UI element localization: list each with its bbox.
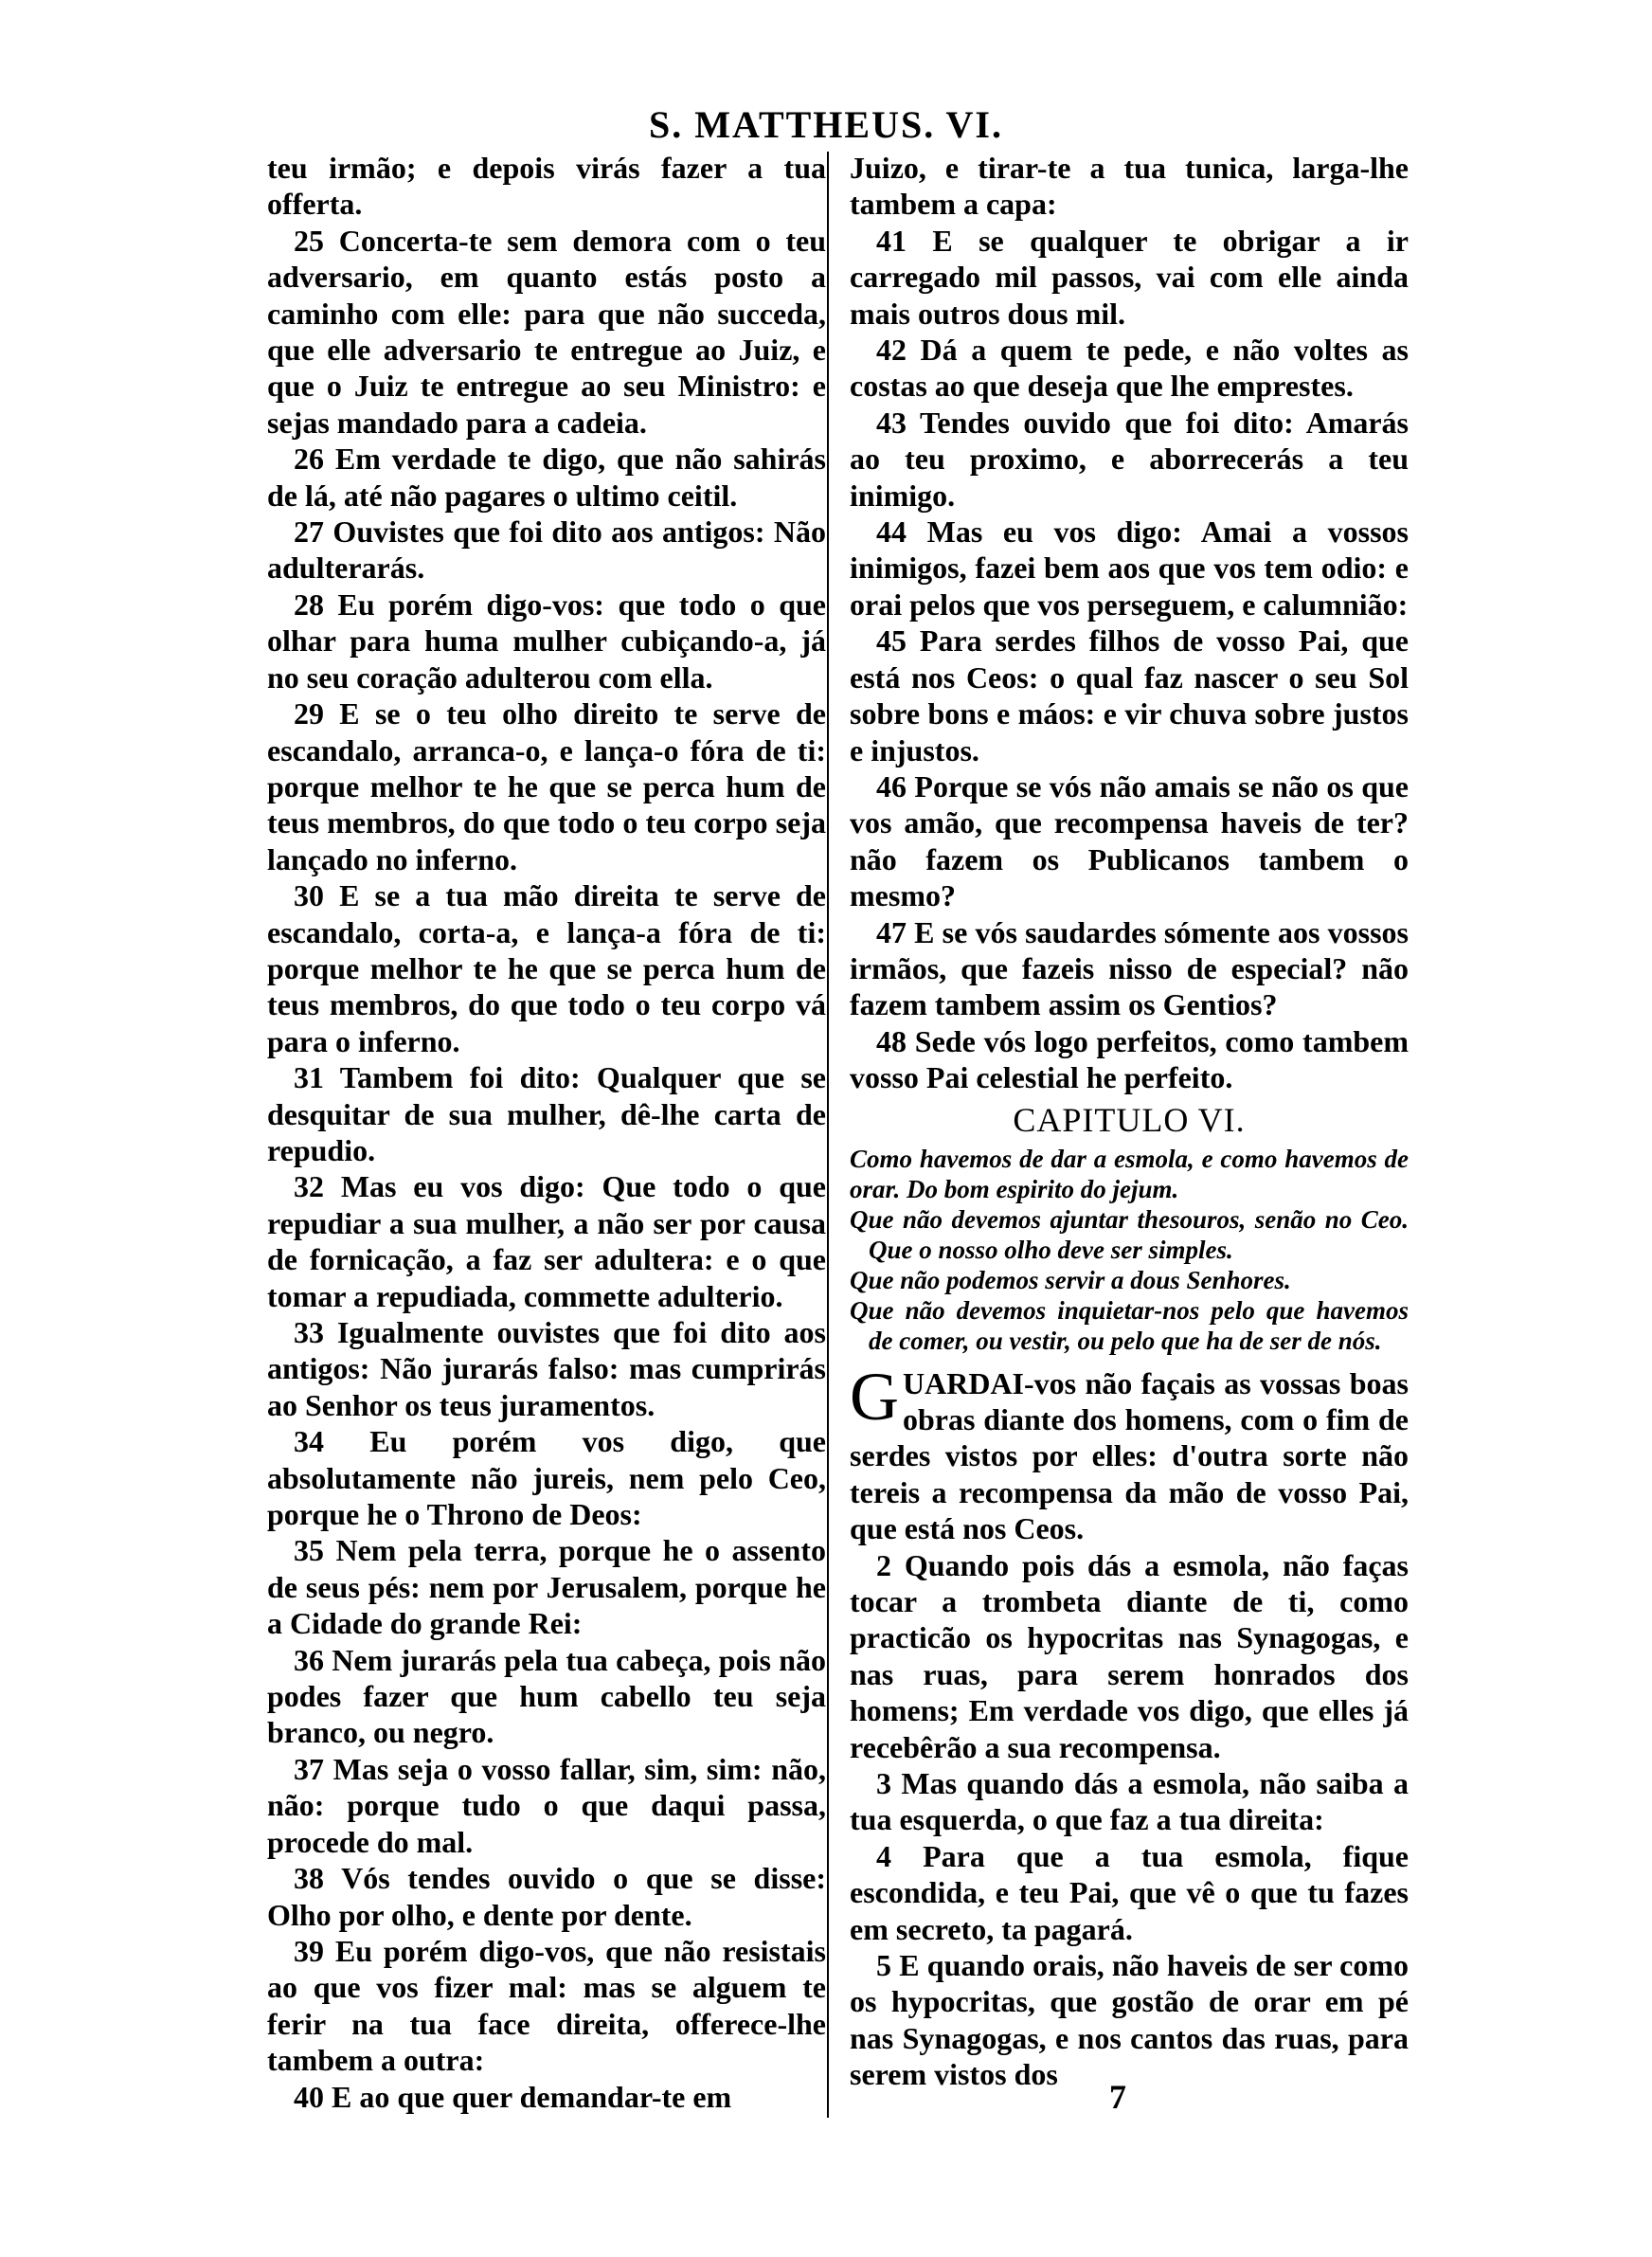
running-header: S. MATTHEUS. VI.: [649, 103, 1003, 146]
verse-number: 48: [876, 1023, 907, 1058]
verse-text: E se o teu olho direito te serve de escandalo, arranca-o, e lança-o fóra de ti: porque melhor te he que se perca hum de teus membros, do que todo o teu corpo seja lançado no inferno.: [267, 696, 826, 876]
verse: [267, 441, 826, 514]
verse-number: 26: [294, 442, 324, 477]
verse: [850, 1765, 1409, 1838]
verse-text: Porque se vós não amais se não os que vos amão, que recompensa haveis de ter? não fazem os Publicanos tambem o mesmo?: [850, 768, 1410, 913]
right-column-verses-bottom: [850, 1547, 1409, 2093]
verse-text: Juizo, e tirar-te a tua tunica, larga-lhe tambem a capa:: [850, 151, 1409, 222]
verse: [850, 514, 1409, 623]
verse: [850, 405, 1409, 514]
summary-line: Que não podemos servir a dous Senhores.: [850, 1265, 1291, 1294]
verse-number: 43: [876, 405, 907, 440]
verse: [267, 1860, 826, 1933]
verse-text: E se qualquer te obrigar a ir carregado mil passos, vai com elle ainda mais outros dous mil.: [850, 223, 1409, 331]
verse-text: Mas seja o vosso fallar, sim, sim: não, não: porque tudo o que daqui passa, procede do mal.: [267, 1751, 827, 1859]
verse: [267, 1168, 826, 1314]
chapter-opening-verse: [850, 1358, 1409, 1547]
verse-number: 39: [294, 1933, 324, 1968]
verse: [267, 877, 826, 1059]
verse-number: 31: [294, 1060, 324, 1095]
verse: [850, 1547, 1409, 1765]
verse-number: 4: [876, 1838, 891, 1873]
verse-text: Dá a quem te pede, e não voltes as costas ao que deseja que lhe emprestes.: [850, 333, 1409, 404]
verse-text: Para serdes filhos de vosso Pai, que está nos Ceos: o qual faz nascer o seu Sol sobre bons e máos: e vir chuva sobre justos e injustos.: [850, 623, 1410, 767]
verse-text: Igualmente ouvistes que foi dito aos antigos: Não jurarás falso: mas cumprirás ao Senhor os teus juramentos.: [267, 1315, 827, 1422]
verse: [267, 1059, 826, 1168]
verse: [850, 1023, 1409, 1096]
verse-number: 41: [876, 223, 907, 258]
verse-number: 5: [876, 1948, 891, 1983]
summary-line: Que não devemos ajuntar thesouros, senão no Ceo. Que o nosso olho deve ser simples.: [850, 1204, 1409, 1264]
verse-number: 29: [294, 696, 324, 731]
verse-number: 46: [876, 768, 907, 803]
verse: [267, 1532, 826, 1641]
verse-text: Concerta-te sem demora com o teu adversario, em quanto estás posto a caminho com elle: para que não succeda, que elle adversario te entregue ao Juiz, e que o Juiz te entregue ao seu Ministro: e sejas mandado para a cadeia.: [267, 223, 827, 440]
verse: [267, 2079, 826, 2115]
verse-number: 37: [294, 1751, 324, 1786]
verse-text: Eu porém vos digo, que absolutamente não jureis, nem pelo Ceo, porque he o Throno de Deos:: [267, 1424, 827, 1532]
verse: [850, 332, 1409, 405]
verse-number: 32: [294, 1169, 324, 1204]
verse-number: 38: [294, 1861, 324, 1896]
summary-line: Que não devemos inquietar-nos pelo que havemos de comer, ou vestir, ou pelo que ha de ser de nós.: [850, 1295, 1409, 1355]
verse-number: 25: [294, 223, 324, 258]
verse-text: E se vós saudardes sómente aos vossos irmãos, que fazeis nisso de especial? não fazem tambem assim os Gentios?: [850, 914, 1410, 1022]
verse: [267, 1751, 826, 1860]
drop-cap: G: [850, 1358, 899, 1435]
verse-text: Eu porém digo-vos: que todo o que olhar para huma mulher cubiçando-a, já no seu coração adulterou com ella.: [267, 587, 826, 695]
verse-number: 27: [294, 515, 324, 550]
verse: [267, 1933, 826, 2079]
verse-text: E se a tua mão direita te serve de escandalo, corta-a, e lança-a fóra de ti: porque melhor te he que se perca hum de teus membros, do que todo o teu corpo vá para o inferno.: [267, 878, 827, 1058]
verse: [850, 1838, 1409, 1947]
chapter-summary: [850, 1144, 1409, 1356]
verse: [267, 587, 826, 695]
verse: [267, 1314, 826, 1423]
verse: [850, 223, 1409, 332]
verse: [267, 223, 826, 441]
opening-text: UARDAI-vos não façais as vossas boas obras diante dos homens, com o fim de serdes vistos por elles: d'outra sorte não tereis a recompensa da mão de vosso Pai, que está nos Ceos.: [850, 1365, 1409, 1546]
verse-text: E ao que quer demandar-te em: [332, 2079, 732, 2114]
verse-text: teu irmão; e depois virás fazer a tua offerta.: [267, 151, 826, 222]
right-column: [850, 150, 1409, 2093]
verse-number: 45: [876, 623, 907, 659]
verse-text: Para que a tua esmola, fique escondida, e teu Pai, que vê o que tu fazes em secreto, ta pagará.: [850, 1838, 1410, 1946]
column-divider: [827, 152, 829, 2118]
verse-text: Tendes ouvido que foi dito: Amarás ao teu proximo, e aborrecerás a teu inimigo.: [850, 405, 1410, 513]
verse-number: 35: [294, 1533, 324, 1568]
page-number: 7: [1109, 2078, 1126, 2116]
verse-text: Nem pela terra, porque he o assento de seus pés: nem por Jerusalem, porque he a Cidade do grande Rei:: [267, 1533, 827, 1641]
left-column: [267, 150, 826, 2115]
right-column-verses-top: [850, 150, 1409, 1096]
verse-text: Quando pois dás a esmola, não faças tocar a trombeta diante de ti, como practicão os hypocritas nas Synagogas, e nas ruas, para serem honrados dos homens; Em verdade vos digo, que elles já recebêrão a sua recompensa.: [850, 1547, 1409, 1764]
verse-text: Mas quando dás a esmola, não saiba a tua esquerda, o que faz a tua direita:: [850, 1766, 1410, 1837]
verse-number: 28: [294, 587, 324, 622]
verse-text: Mas eu vos digo: Que todo o que repudiar a sua mulher, a não ser por causa de fornicação, a faz ser adultera: e o que tomar a repudiada, commette adulterio.: [267, 1169, 827, 1313]
verse-number: 34: [294, 1424, 324, 1459]
verse-number: 40: [294, 2079, 324, 2114]
verse: [850, 150, 1409, 223]
verse-text: Vós tendes ouvido o que se disse: Olho por olho, e dente por dente.: [267, 1861, 827, 1932]
verse-text: Mas eu vos digo: Amai a vossos inimigos, fazei bem aos que vos tem odio: e orai pelos que vos perseguem, e calumnião:: [850, 515, 1410, 622]
verse-text: Eu porém digo-vos, que não resistais ao que vos fizer mal: mas se alguem te ferir na tua face direita, offerece-lhe tambem a outra:: [267, 1933, 827, 2078]
verse-number: 2: [876, 1547, 891, 1582]
verse-text: Sede vós logo perfeitos, como tambem vosso Pai celestial he perfeito.: [850, 1023, 1410, 1095]
verse: [267, 150, 826, 223]
verse: [267, 1423, 826, 1532]
verse-number: 36: [294, 1642, 324, 1677]
verse-number: 33: [294, 1315, 324, 1349]
verse-text: E quando orais, não haveis de ser como os hypocritas, que gostão de orar em pé nas Synagogas, e nos cantos das ruas, para serem vistos dos: [850, 1948, 1410, 2092]
verse-text: Nem jurarás pela tua cabeça, pois não podes fazer que hum cabello teu seja branco, ou negro.: [267, 1642, 827, 1750]
verse: [850, 623, 1409, 768]
verse-number: 3: [876, 1766, 891, 1801]
verse-number: 47: [876, 914, 907, 949]
verse-number: 42: [876, 333, 907, 368]
verse-text: Ouvistes que foi dito aos antigos: Não adulterarás.: [267, 515, 826, 586]
summary-line: Como havemos de dar a esmola, e como havemos de orar. Do bom espirito do jejum.: [850, 1144, 1409, 1203]
verse-number: 30: [294, 878, 324, 913]
verse: [850, 914, 1409, 1023]
verse-number: 44: [876, 515, 907, 550]
verse: [850, 768, 1409, 914]
verse: [267, 514, 826, 587]
verse: [850, 1947, 1409, 2093]
verse: [267, 1642, 826, 1751]
chapter-title: CAPITULO VI.: [1013, 1100, 1246, 1139]
verse: [267, 695, 826, 877]
verse-text: Tambem foi dito: Qualquer que se desquitar de sua mulher, dê-lhe carta de repudio.: [267, 1060, 827, 1167]
verse-text: Em verdade te digo, que não sahirás de lá, até não pagares o ultimo ceitil.: [267, 442, 827, 513]
